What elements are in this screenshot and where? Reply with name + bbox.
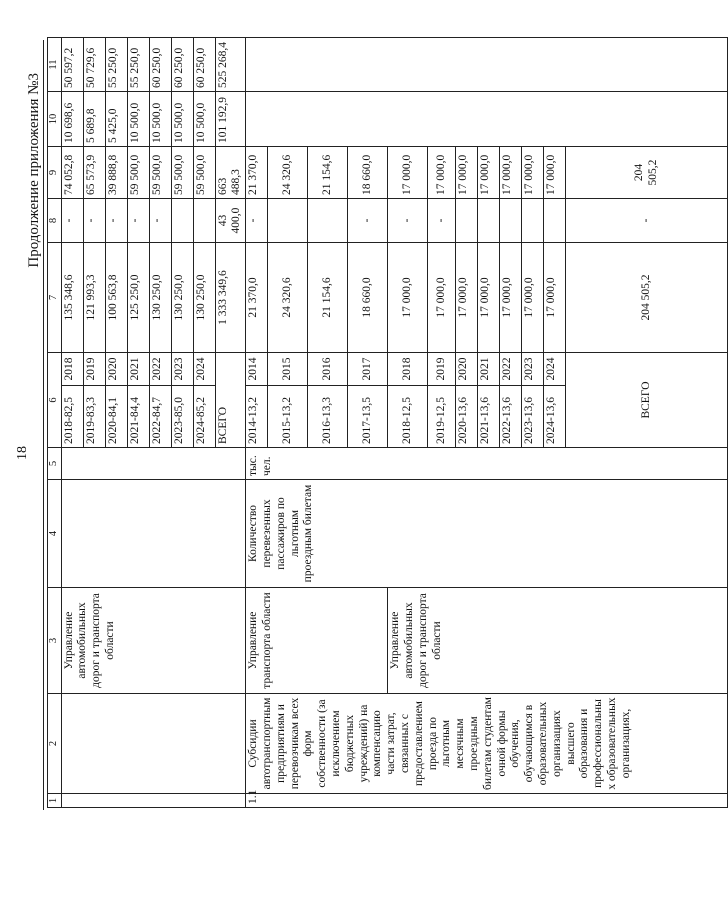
col-number: 3 <box>48 588 62 694</box>
total-funding: 24 320,6 <box>268 243 308 353</box>
col-number: 1 <box>48 794 62 808</box>
total-funding: 21 154,6 <box>308 243 348 353</box>
indicator-value: 2018-12,5 <box>388 386 428 448</box>
year-cell: 2019 <box>428 353 456 386</box>
year-cell: 2023 <box>522 353 544 386</box>
row-number: 1.1 <box>246 794 728 808</box>
total-funding: 17 000,0 <box>456 243 478 353</box>
year-cell: 2024 <box>193 353 215 386</box>
total-label: ВСЕГО <box>215 353 246 448</box>
cell-empty <box>61 448 246 480</box>
federal-funding <box>268 199 308 243</box>
federal-funding: - <box>348 199 388 243</box>
regional-funding: 24 320,6 <box>268 147 308 199</box>
col-number: 2 <box>48 694 62 794</box>
indicator-value: 2019-12,5 <box>428 386 456 448</box>
measure-name: Субсидии автотранспортным предприятиям и перевозчикам всех форм собственности (за исключением бюджетных учреждений) на компенсацию части затрат, связанных с предоставлением проезда по льготным месячным проездным билетам студентам очной формы обучения, обучающимся в образовательных организациях высшего образования и профессиональных образовательных организациях, <box>246 694 728 794</box>
regional-funding: 59 500,0 <box>149 147 171 199</box>
federal-funding: - <box>246 199 268 243</box>
other-funding: 60 250,0 <box>193 38 215 92</box>
regional-funding: 18 660,0 <box>348 147 388 199</box>
total-funding: 17 000,0 <box>522 243 544 353</box>
local-funding: 10 500,0 <box>127 92 149 147</box>
regional-funding: 39 888,8 <box>105 147 127 199</box>
year-cell: 2022 <box>500 353 522 386</box>
total-funding: 121 993,3 <box>83 243 105 353</box>
federal-funding <box>456 199 478 243</box>
total-funding: 17 000,0 <box>388 243 428 353</box>
total-funding: 100 563,8 <box>105 243 127 353</box>
federal-funding <box>308 199 348 243</box>
year-cell: 2024 <box>544 353 566 386</box>
federal-funding: - <box>105 199 127 243</box>
other-funding: 50 597,2 <box>61 38 83 92</box>
indicator-value: 2024-85,2 <box>193 386 215 448</box>
regional-funding: 74 052,8 <box>61 147 83 199</box>
total-funding: 17 000,0 <box>500 243 522 353</box>
year-cell: 2021 <box>478 353 500 386</box>
year-cell: 2018 <box>61 353 83 386</box>
col-number: 9 <box>48 147 62 199</box>
regional-funding: 17 000,0 <box>428 147 456 199</box>
indicator-value: 2019-83,3 <box>83 386 105 448</box>
indicator-value: 2017-13,5 <box>348 386 388 448</box>
cell-empty <box>61 694 246 794</box>
regional-funding: 21 370,0 <box>246 147 268 199</box>
federal-funding <box>544 199 566 243</box>
executor-cell: Управление автомобильных дорог и транспорта области <box>388 588 728 694</box>
table-row <box>61 38 83 808</box>
federal-funding <box>193 199 215 243</box>
total-funding: 130 250,0 <box>193 243 215 353</box>
total-funding: 135 348,6 <box>61 243 83 353</box>
federal-funding: - <box>83 199 105 243</box>
other-funding: 50 729,6 <box>83 38 105 92</box>
unit-cell: тыс. чел. <box>246 448 728 480</box>
regional-funding: 17 000,0 <box>500 147 522 199</box>
indicator-value: 2018-82,5 <box>61 386 83 448</box>
year-cell: 2017 <box>348 353 388 386</box>
total-funding: 204 505,2 <box>566 243 728 353</box>
regional-funding: 17 000,0 <box>478 147 500 199</box>
federal-funding: - <box>127 199 149 243</box>
indicator-value: 2014-13,2 <box>246 386 268 448</box>
col-number: 5 <box>48 448 62 480</box>
page-number: 18 <box>15 446 30 460</box>
federal-funding: - <box>428 199 456 243</box>
federal-funding <box>522 199 544 243</box>
year-cell: 2015 <box>268 353 308 386</box>
other-funding: 60 250,0 <box>171 38 193 92</box>
local-funding: 5 425,0 <box>105 92 127 147</box>
col-number: 6 <box>48 353 62 448</box>
federal-funding: 43 400,0 <box>215 199 246 243</box>
indicator-value: 2022-84,7 <box>149 386 171 448</box>
col-number: 7 <box>48 243 62 353</box>
executor-cell: Управление автомобильных дорог и транспорта области <box>61 588 246 694</box>
indicator-value: 2020-13,6 <box>456 386 478 448</box>
federal-funding <box>171 199 193 243</box>
year-cell: 2022 <box>149 353 171 386</box>
appendix-heading: Продолжение приложения №3 <box>26 73 42 268</box>
cell-empty <box>61 480 246 588</box>
col-number: 11 <box>48 38 62 92</box>
executor-cell: Управление транспорта области <box>246 588 388 694</box>
local-funding: 10 698,6 <box>61 92 83 147</box>
indicator-value: 2022-13,6 <box>500 386 522 448</box>
col-number: 10 <box>48 92 62 147</box>
year-cell: 2019 <box>83 353 105 386</box>
regional-funding: 17 000,0 <box>522 147 544 199</box>
regional-funding: 59 500,0 <box>171 147 193 199</box>
total-funding: 17 000,0 <box>478 243 500 353</box>
heading-rule <box>43 40 44 810</box>
local-funding: 10 500,0 <box>171 92 193 147</box>
local-funding: 5 689,8 <box>83 92 105 147</box>
total-funding: 18 660,0 <box>348 243 388 353</box>
year-cell: 2021 <box>127 353 149 386</box>
indicator-value: 2020-84,1 <box>105 386 127 448</box>
total-label: ВСЕГО <box>566 353 728 448</box>
local-funding: 10 500,0 <box>193 92 215 147</box>
total-funding: 130 250,0 <box>149 243 171 353</box>
year-cell: 2023 <box>171 353 193 386</box>
year-cell: 2020 <box>456 353 478 386</box>
total-funding: 17 000,0 <box>428 243 456 353</box>
local-funding: 10 500,0 <box>149 92 171 147</box>
regional-funding: 17 000,0 <box>544 147 566 199</box>
total-funding: 17 000,0 <box>544 243 566 353</box>
col-number: 8 <box>48 199 62 243</box>
other-funding: 525 268,4 <box>215 38 246 92</box>
total-funding: 21 370,0 <box>246 243 268 353</box>
cell-empty <box>61 794 246 808</box>
regional-funding: 204 505,2 <box>566 147 728 199</box>
indicator-value: 2016-13,3 <box>308 386 348 448</box>
federal-funding <box>478 199 500 243</box>
total-funding: 130 250,0 <box>171 243 193 353</box>
regional-funding: 21 154,6 <box>308 147 348 199</box>
regional-funding: 663 488,3 <box>215 147 246 199</box>
col-number: 4 <box>48 480 62 588</box>
other-funding: 55 250,0 <box>127 38 149 92</box>
table-row <box>388 38 428 808</box>
cell-empty <box>246 92 728 147</box>
federal-funding: - <box>149 199 171 243</box>
year-cell: 2016 <box>308 353 348 386</box>
year-cell: 2014 <box>246 353 268 386</box>
table-row <box>246 38 268 808</box>
regional-funding: 65 573,9 <box>83 147 105 199</box>
indicator-value: 2024-13,6 <box>544 386 566 448</box>
total-funding: 1 333 349,6 <box>215 243 246 353</box>
indicator-value: 2015-13,2 <box>268 386 308 448</box>
column-number-row <box>48 38 62 808</box>
other-funding: 55 250,0 <box>105 38 127 92</box>
local-funding: 101 192,9 <box>215 92 246 147</box>
regional-funding: 59 500,0 <box>127 147 149 199</box>
indicator-name: Количество перевезенных пассажиров по льготным проездным билетам <box>246 480 728 588</box>
other-funding: 60 250,0 <box>149 38 171 92</box>
indicator-value: 2021-84,4 <box>127 386 149 448</box>
total-funding: 125 250,0 <box>127 243 149 353</box>
year-cell: 2020 <box>105 353 127 386</box>
year-cell: 2018 <box>388 353 428 386</box>
regional-funding: 17 000,0 <box>388 147 428 199</box>
indicator-value: 2023-13,6 <box>522 386 544 448</box>
indicator-value: 2023-85,0 <box>171 386 193 448</box>
regional-funding: 17 000,0 <box>456 147 478 199</box>
cell-empty <box>246 38 728 92</box>
federal-funding: - <box>388 199 428 243</box>
federal-funding: - <box>61 199 83 243</box>
federal-funding <box>500 199 522 243</box>
regional-funding: 59 500,0 <box>193 147 215 199</box>
program-table <box>47 37 728 808</box>
indicator-value: 2021-13,6 <box>478 386 500 448</box>
federal-funding: - <box>566 199 728 243</box>
